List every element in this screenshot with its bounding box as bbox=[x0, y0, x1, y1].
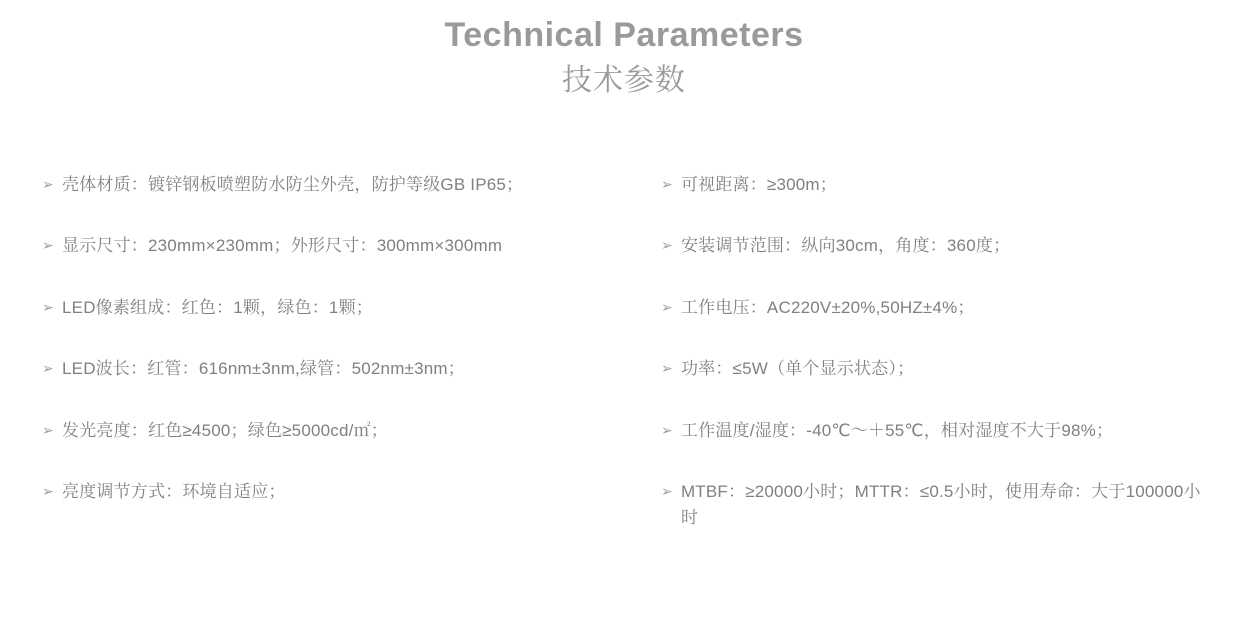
spec-text: 壳体材质：镀锌钢板喷塑防水防尘外壳，防护等级GB IP65； bbox=[62, 174, 524, 194]
arrow-bullet-icon: ➢ bbox=[660, 360, 673, 376]
spec-text: 亮度调节方式：环境自适应； bbox=[62, 482, 286, 501]
arrow-bullet-icon: ➢ bbox=[660, 483, 673, 499]
arrow-bullet-icon: ➢ bbox=[42, 175, 54, 192]
spec-text: 工作电压：AC220V±20%,50HZ±4%； bbox=[680, 297, 975, 317]
list-item bbox=[42, 295, 651, 321]
list-item bbox=[661, 295, 1208, 321]
list-item bbox=[42, 172, 651, 198]
specs-columns bbox=[0, 172, 1248, 567]
arrow-bullet-icon: ➢ bbox=[660, 421, 673, 438]
spec-text: LED波长：红管：616nm±3nm,绿管：502nm±3nm； bbox=[62, 359, 465, 378]
spec-text: 功率：≤5W（单个显示状态）； bbox=[680, 359, 915, 378]
list-item bbox=[42, 479, 651, 505]
arrow-bullet-icon: ➢ bbox=[42, 360, 54, 376]
list-item bbox=[42, 233, 651, 259]
arrow-bullet-icon: ➢ bbox=[660, 237, 673, 253]
page-title-chinese: 技术参数 bbox=[562, 63, 686, 97]
arrow-bullet-icon: ➢ bbox=[660, 175, 673, 192]
list-item bbox=[661, 233, 1208, 259]
arrow-bullet-icon: ➢ bbox=[42, 483, 54, 499]
spec-text: 发光亮度：红色≥4500；绿色≥5000cd/㎡； bbox=[62, 420, 388, 440]
spec-text: 安装调节范围：纵向30cm，角度：360度； bbox=[680, 236, 1011, 255]
spec-text: MTBF：≥20000小时；MTTR：≤0.5小时，使用寿命：大于100000小时 bbox=[680, 482, 1201, 527]
list-item bbox=[42, 356, 651, 382]
arrow-bullet-icon: ➢ bbox=[42, 237, 54, 253]
spec-text: 工作温度/湿度：-40℃～＋55℃，相对湿度不大于98%； bbox=[680, 420, 1114, 440]
page-header bbox=[0, 0, 1248, 100]
spec-text: 可视距离：≥300m； bbox=[680, 174, 837, 194]
list-item bbox=[661, 356, 1208, 382]
list-item bbox=[661, 172, 1208, 198]
list-item bbox=[42, 418, 651, 444]
list-item bbox=[661, 418, 1208, 444]
spec-text: 显示尺寸：230mm×230mm；外形尺寸：300mm×300mm bbox=[62, 236, 503, 255]
arrow-bullet-icon: ➢ bbox=[42, 298, 54, 315]
specs-left-column bbox=[42, 172, 661, 567]
list-item bbox=[661, 479, 1208, 530]
page-title-english: Technical Parameters bbox=[444, 16, 804, 54]
arrow-bullet-icon: ➢ bbox=[42, 421, 54, 438]
arrow-bullet-icon: ➢ bbox=[660, 298, 673, 315]
spec-text: LED像素组成：红色：1颗，绿色：1颗； bbox=[62, 297, 373, 317]
specs-right-column bbox=[661, 172, 1208, 567]
